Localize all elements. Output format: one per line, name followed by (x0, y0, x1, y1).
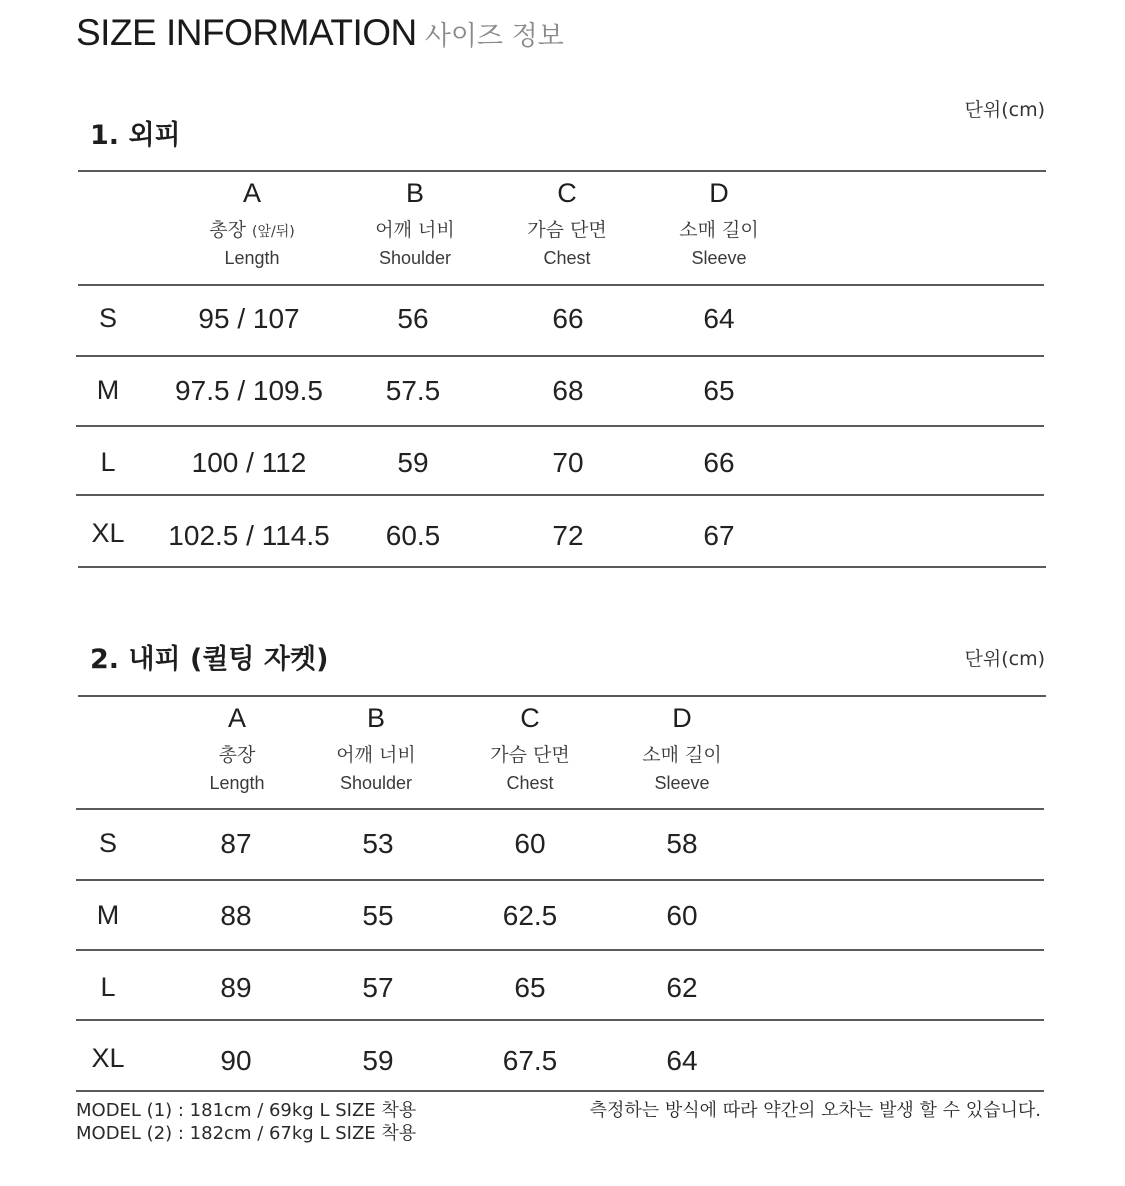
section-1-top-divider (78, 170, 1046, 172)
cell-sleeve: 65 (703, 375, 735, 406)
s2-col-d-ko: 소매 길이 (642, 744, 722, 766)
cell-shoulder: 57 (362, 972, 394, 1003)
s2-col-b-letter: B (366, 703, 385, 733)
section-1-title: 1. 외피 (90, 120, 181, 151)
row-divider (76, 949, 1044, 951)
section-1-unit: 단위(cm) (964, 99, 1045, 121)
row-divider (76, 879, 1044, 881)
s2-col-b (291, 703, 461, 794)
size-label: S (98, 303, 117, 333)
cell-length: 89 (220, 972, 252, 1003)
cell-length: 100 / 112 (191, 447, 307, 478)
s1-col-a-letter: A (242, 178, 261, 208)
model-2-info: MODEL (2) : 182cm / 67kg L SIZE 착용 (76, 1123, 417, 1144)
cell-sleeve: 66 (703, 447, 735, 478)
cell-shoulder: 59 (397, 447, 429, 478)
size-label: L (100, 447, 116, 477)
cell-sleeve: 64 (703, 303, 735, 334)
row-divider (76, 425, 1044, 427)
cell-sleeve: 58 (666, 828, 698, 859)
section-2-unit: 단위(cm) (964, 648, 1045, 670)
s1-col-a-ko-note: (앞/뒤) (252, 224, 295, 240)
cell-chest: 68 (552, 375, 584, 406)
size-label: XL (91, 518, 125, 548)
page-title-text: SIZE INFORMATION (76, 12, 417, 53)
row-divider (76, 494, 1044, 496)
cell-length: 90 (220, 1045, 252, 1076)
s2-col-d-en: Sleeve (654, 773, 710, 793)
model-1-info: MODEL (1) : 181cm / 69kg L SIZE 착용 (76, 1100, 417, 1121)
s2-col-d (597, 703, 767, 794)
section-2-title: 2. 내피 (퀼팅 자켓) (90, 644, 329, 675)
s1-col-c (482, 178, 652, 269)
cell-length: 95 / 107 (198, 303, 300, 334)
section-2-top-divider (78, 695, 1046, 697)
size-label: L (100, 972, 116, 1002)
s2-col-a-en: Length (209, 773, 265, 793)
s1-col-d-en: Sleeve (691, 248, 747, 268)
cell-chest: 72 (552, 520, 584, 551)
page-subtitle: 사이즈 정보 (424, 21, 564, 52)
section-2-bottom-divider (76, 1090, 1044, 1092)
s1-col-a-en: Length (224, 248, 280, 268)
cell-length: 88 (220, 900, 252, 931)
cell-shoulder: 53 (362, 828, 394, 859)
cell-shoulder: 56 (397, 303, 429, 334)
s1-col-d-ko: 소매 길이 (679, 219, 759, 241)
cell-sleeve: 60 (666, 900, 698, 931)
s1-col-b-en: Shoulder (378, 248, 452, 268)
s1-col-c-ko: 가슴 단면 (527, 219, 607, 241)
cell-chest: 67.5 (502, 1045, 558, 1076)
page-title (76, 12, 564, 54)
s1-col-a (167, 178, 337, 269)
s1-col-b-letter: B (405, 178, 424, 208)
size-label: M (96, 900, 120, 930)
s2-col-a-letter: A (227, 703, 246, 733)
size-label: S (98, 828, 117, 858)
s2-col-c-letter: C (520, 703, 540, 733)
s2-col-c-en: Chest (506, 773, 554, 793)
section-1-bottom-divider (78, 566, 1046, 568)
cell-length: 102.5 / 114.5 (168, 520, 330, 551)
cell-chest: 70 (552, 447, 584, 478)
size-label: M (96, 375, 120, 405)
cell-length: 87 (220, 828, 252, 859)
s2-col-b-ko: 어깨 너비 (336, 744, 416, 766)
size-label: XL (91, 1043, 125, 1073)
cell-chest: 60 (514, 828, 546, 859)
s1-col-c-letter: C (557, 178, 577, 208)
s2-col-a-ko: 총장 (218, 744, 256, 766)
s2-col-c (445, 703, 615, 794)
row-divider (76, 1019, 1044, 1021)
cell-sleeve: 67 (703, 520, 735, 551)
section-2-header-divider (76, 808, 1044, 810)
cell-shoulder: 60.5 (385, 520, 441, 551)
s2-col-b-en: Shoulder (339, 773, 413, 793)
s1-col-b (330, 178, 500, 269)
s2-col-c-ko: 가슴 단면 (490, 744, 570, 766)
cell-sleeve: 64 (666, 1045, 698, 1076)
cell-shoulder: 59 (362, 1045, 394, 1076)
s1-col-b-ko: 어깨 너비 (375, 219, 455, 241)
s1-col-d (634, 178, 804, 269)
cell-chest: 66 (552, 303, 584, 334)
cell-chest: 65 (514, 972, 546, 1003)
s1-col-a-ko (167, 215, 337, 242)
s1-col-a-ko-text: 총장 (209, 219, 246, 241)
model-info (76, 1099, 416, 1145)
cell-chest: 62.5 (502, 900, 558, 931)
measurement-note: 측정하는 방식에 따라 약간의 오차는 발생 할 수 있습니다. (589, 1100, 1041, 1121)
row-divider (76, 355, 1044, 357)
cell-shoulder: 57.5 (385, 375, 441, 406)
s1-col-d-letter: D (709, 178, 729, 208)
cell-shoulder: 55 (362, 900, 394, 931)
cell-length: 97.5 / 109.5 (175, 375, 323, 406)
cell-sleeve: 62 (666, 972, 698, 1003)
s2-col-d-letter: D (672, 703, 692, 733)
s1-col-c-en: Chest (543, 248, 591, 268)
section-1-header-divider (78, 284, 1044, 286)
